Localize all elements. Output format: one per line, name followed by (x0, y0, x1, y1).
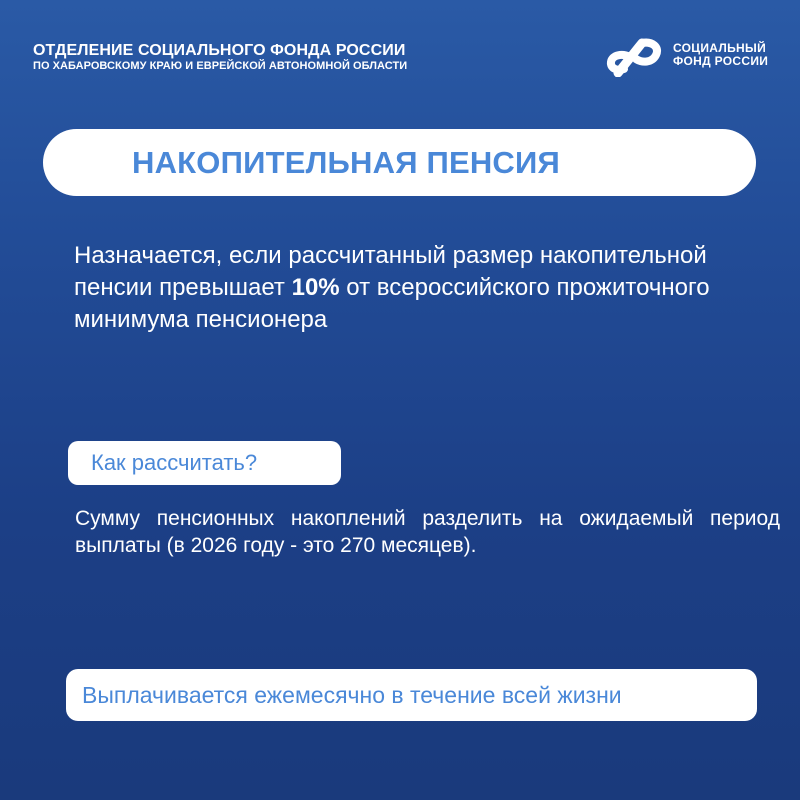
how-to-calculate-banner (68, 441, 341, 485)
description-threshold: 10% (291, 274, 340, 301)
description-text-before: Назначается, если рассчитанный размер накопительной пенсии превышает (74, 242, 707, 301)
title-banner (43, 129, 756, 196)
page-title: НАКОПИТЕЛЬНАЯ ПЕНСИЯ (132, 144, 560, 180)
logo-text-line1: СОЦИАЛЬНЫЙ (673, 41, 766, 55)
logo-text (673, 42, 768, 68)
how-to-calculate-label: Как рассчитать? (91, 450, 258, 475)
organization-region: ПО ХАБАРОВСКОМУ КРАЮ И ЕВРЕЙСКОЙ АВТОНОМНОЙ ОБЛАСТИ (33, 60, 408, 72)
payment-note: Выплачивается ежемесячно в течение всей жизни (82, 681, 622, 708)
calculation-text: Сумму пенсионных накоплений разделить на ожидаемый период выплаты (в 2026 году - это 270 месяцев). (75, 507, 780, 557)
logo-text-line2: ФОНД РОССИИ (673, 54, 769, 68)
sfr-logo-icon (606, 33, 662, 77)
payment-note-banner (66, 669, 757, 721)
pension-description (74, 240, 734, 336)
organization-header (33, 41, 407, 73)
description-text-after: от всероссийского прожиточного минимума пенсионера (74, 274, 710, 333)
sfr-logo (606, 33, 768, 77)
organization-name: ОТДЕЛЕНИЕ СОЦИАЛЬНОГО ФОНДА РОССИИ (33, 42, 406, 59)
